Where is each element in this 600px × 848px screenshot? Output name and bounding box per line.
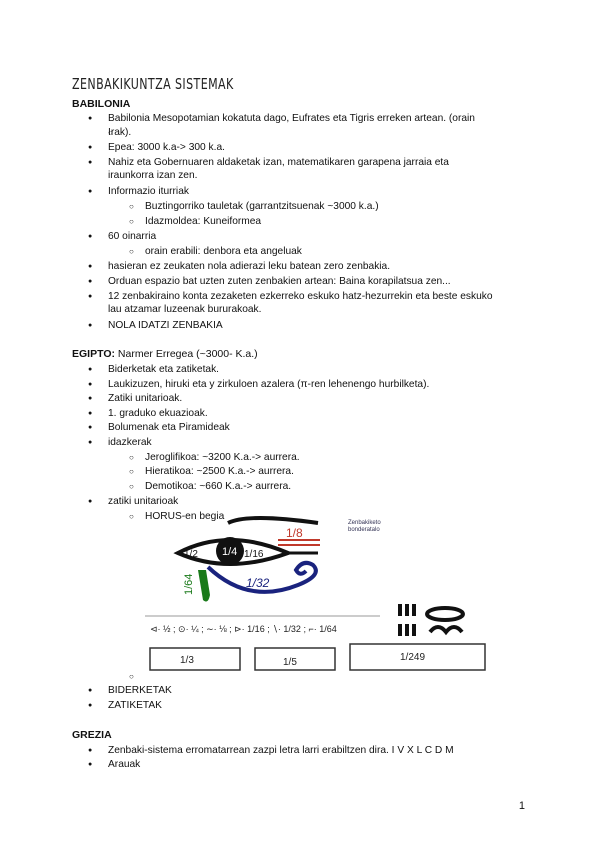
list-item: ● zatiki unitarioak [90,495,535,509]
list-item: ● Informazio iturriak [90,185,535,199]
fraction-box-label: 1/3 [180,655,194,666]
list-item: ● Babilonia Mesopotamian kokatuta dago, Eufrates eta Tigris erreken artean. (orain [90,112,535,126]
fraction-box-label: 1/5 [283,657,297,668]
eye-tail-line [278,540,320,545]
fraction-label: 1/4 [222,546,238,558]
list-item: ● hasieran ez zeukaten nola adierazi leku batean zero zenbakia. [90,260,535,274]
list-item: ● Biderketak eta zatiketak. [90,363,535,377]
fraction-label: 1/64 [183,573,195,595]
sublist-item: ○ Idazmoldea: Kuneiformea [129,215,261,229]
list-item: ● Zenbaki-sistema erromatarrean zazpi letra larri erabiltzen dira. I V X L C D M [90,744,535,758]
hieroglyph-fractions-figure [145,602,490,674]
horus-eye-figure [148,515,508,610]
section-heading-egipto: EGIPTO: Narmer Erregea (~3000- K.a.) [72,348,258,360]
list-item: ● 12 zenbakiraino konta zezaketen ezkerreko eskuko hatz-hezurrekin eta beste eskuko [90,290,535,304]
fraction-box-label: 1/249 [400,652,426,663]
list-item: ● Orduan espazio bat uzten zuten zenbakien artean: Baina korapilatsua zen... [90,275,535,289]
list-item: ● Nahiz eta Gobernuaren aldaketak izan, matematikaren garapena jarraia eta [90,156,535,170]
list-item: ● BIDERKETAK [90,684,535,698]
sublist-item: ○ orain erabili: denbora eta angeluak [129,245,302,259]
eye-teardrop-shape [198,570,210,602]
fraction-label: 1/2 [184,549,198,560]
sublist-item: ○ Hieratikoa: ~2500 K.a.-> aurrera. [129,465,294,479]
fraction-label: 1/8 [286,526,303,540]
list-item: ● Laukizuzen, hiruki eta y zirkuloen azalera (π-ren lehenengo hurbilketa). [90,378,535,392]
page-number: 1 [518,800,525,812]
sublist-item: ○ Jeroglifikoa: ~3200 K.a.-> aurrera. [129,451,300,465]
list-item-continuation: lau atzamar luzeenak bururakoak. [108,304,262,315]
sublist-item: ○ Buztingorriko tauletak (garrantzitsuenak ~3000 k.a.) [129,200,379,214]
list-item: ● NOLA IDATZI ZENBAKIA [90,319,535,333]
list-item: ● idazkerak [90,436,535,450]
section-heading-grezia: GREZIA [72,729,112,741]
sublist-item: ○ HORUS-en begia [129,510,224,524]
list-item: ● ZATIKETAK [90,699,535,713]
eyebrow-shape [228,518,318,523]
section-heading-babilonia: BABILONIA [72,98,131,110]
list-item: ● Zatiki unitarioak. [90,392,535,406]
svg-text:⊲· ½ ; ⊙· ¼ ; ∼· ⅛ ; ⊳· 1/16 ;: ⊲· ½ ; ⊙· ¼ ; ∼· ⅛ ; ⊳· 1/16 ; ∖· 1/32 ; ⌐· 1/64 [150,624,337,634]
list-item: ● 1. graduko ekuazioak. [90,407,535,421]
list-item: ● Bolumenak eta Piramideak [90,421,535,435]
figure-caption: bonderatalo [348,527,380,533]
list-item: ● Arauak [90,758,535,772]
page-title: ZENBAKIKUNTZA SISTEMAK [72,75,234,93]
figure-caption: Zenbakiketo [348,520,381,526]
list-item: ● Epea: 3000 k.a-> 300 k.a. [90,141,535,155]
fraction-label: 1/32 [246,576,270,590]
list-item-continuation: ○ Irak). [108,126,131,140]
sublist-item: ○ Demotikoa: ~660 K.a.-> aurrera. [129,480,291,494]
list-item-continuation: iraunkorra izan zen. [108,170,198,181]
list-item: ● 60 oinarria [90,230,535,244]
fraction-label: 1/16 [244,549,264,560]
